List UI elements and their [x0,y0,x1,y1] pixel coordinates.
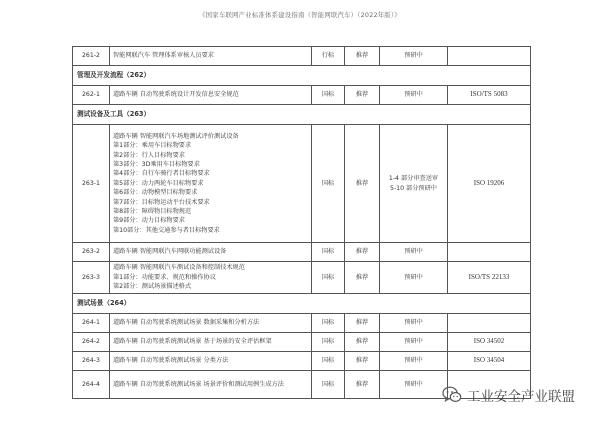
standard-name-line: 第2部分：行人目标物要求 [113,151,185,159]
standard-level: 推荐 [345,314,380,333]
table-row [73,262,531,294]
standard-name-line: 道路车辆 自动驾驶系统测试场景 场景评价和测试用例生成方法 [113,380,284,388]
standard-name-line: 道路车辆 自动驾驶系统测试场景 基于场景的安全评估框架 [113,338,272,346]
standard-status: 预研中 [380,47,448,66]
standard-number: 263-3 [73,262,110,294]
watermark-text: 工业安全产业联盟 [467,389,575,405]
standard-type: 国标 [312,371,345,399]
standard-name [110,371,312,399]
standard-status: 预研中 [380,262,448,294]
section-row [73,66,531,86]
standard-name [110,243,312,262]
reference-standard: ISO/TS 5083 [448,86,531,105]
section-row [73,105,531,125]
table-row [73,86,531,105]
table-row [73,314,531,333]
standard-name-line: 道路车辆 自动驾驶系统测试场景 分类方法 [113,357,229,365]
standard-name-line: 道路车辆 智能网联汽车场地测试评价测试设备 [113,132,239,140]
standard-name-line: 道路车辆 智能网联汽车网联功能测试设备 [113,248,227,256]
standard-type: 国标 [312,125,345,243]
standard-level: 推荐 [345,125,380,243]
standard-name-line: 第5部分：动力两轮车目标物要求 [113,179,204,187]
section-title: 测试场景（264） [73,294,531,314]
table-row [73,125,531,243]
table-row [73,352,531,371]
standard-name-line: 第10部分：其他交通参与者目标物要求 [113,226,220,234]
table-row [73,243,531,262]
section-row [73,294,531,314]
standard-level: 推荐 [345,86,380,105]
standard-status: 预研中 [380,243,448,262]
standard-level: 推荐 [345,371,380,399]
standard-type: 行标 [312,47,345,66]
table-body [73,47,531,399]
standard-name-line: 道路车辆 自动驾驶系统测试场景 数据采集和分析方法 [113,319,260,327]
standard-name-line: 第6部分：动物模型目标物要求 [113,189,198,197]
standard-name-line: 第1部分：功能要求、规范和操作协议 [113,273,216,281]
standard-name [110,333,312,352]
standard-name-line: 第9部分：动力目标物要求 [113,217,185,225]
standard-level: 推荐 [345,262,380,294]
standard-level: 推荐 [345,47,380,66]
table-row [73,47,531,66]
standard-name-line: 第8部分：障碍物目标物规范 [113,208,192,216]
watermark [442,385,575,405]
standard-number: 264-4 [73,371,110,399]
reference-standard: ISO 34504 [448,352,531,371]
standard-status: 预研中 [380,352,448,371]
standard-type: 国标 [312,243,345,262]
standard-name [110,314,312,333]
standard-name [110,86,312,105]
standard-level: 推荐 [345,243,380,262]
standard-name-line: 第3部分：3D乘用车目标物要求 [113,160,200,168]
standard-name [110,352,312,371]
standard-status: 预研中 [380,86,448,105]
document-header: 《国家车联网产业标准体系建设指南（智能网联汽车）（2022年版）》 [199,11,401,19]
standard-name-line: 第1部分：乘用车目标物要求 [113,142,192,150]
standard-type: 国标 [312,314,345,333]
standard-name-line: 第2部分：测试场景描述格式 [113,283,192,291]
standards-table [72,46,531,399]
standard-name [110,47,312,66]
standard-type: 国标 [312,352,345,371]
table-row [73,333,531,352]
standard-type: 国标 [312,333,345,352]
standard-status: 1-4 部分审查送审 5-10 部分预研中 [380,125,448,243]
reference-standard [448,47,531,66]
standard-number: 264-2 [73,333,110,352]
standard-name-line: 第7部分：目标物运动平台技术要求 [113,198,210,206]
standard-type: 国标 [312,262,345,294]
standard-name-line: 智能网联汽车 管理体系审核人员要求 [113,52,214,60]
standard-level: 推荐 [345,352,380,371]
standard-status: 预研中 [380,314,448,333]
standard-status: 预研中 [380,333,448,352]
standard-name [110,262,312,294]
standard-type: 国标 [312,86,345,105]
standard-name-line: 第4部分：自行车骑行者目标物要求 [113,170,210,178]
standard-number: 264-3 [73,352,110,371]
standard-number: 261-2 [73,47,110,66]
standard-name [110,125,312,243]
standard-number: 262-1 [73,86,110,105]
standard-name-line: 道路车辆 智能网联汽车测试设备和控制技术规范 [113,264,245,272]
reference-standard: ISO/TS 22133 [448,262,531,294]
standard-number: 263-1 [73,125,110,243]
reference-standard [448,314,531,333]
standard-number: 263-2 [73,243,110,262]
section-title: 管理及开发流程（262） [73,66,531,86]
reference-standard: ISO 34502 [448,333,531,352]
standard-status: 预研中 [380,371,448,399]
reference-standard: ISO 19206 [448,125,531,243]
standard-name-line: 道路车辆 自动驾驶系统设计开发信息安全规范 [113,91,239,99]
section-title: 测试设备及工具（263） [73,105,531,125]
wechat-icon [442,386,462,404]
reference-standard [448,243,531,262]
standard-level: 推荐 [345,333,380,352]
standard-number: 264-1 [73,314,110,333]
